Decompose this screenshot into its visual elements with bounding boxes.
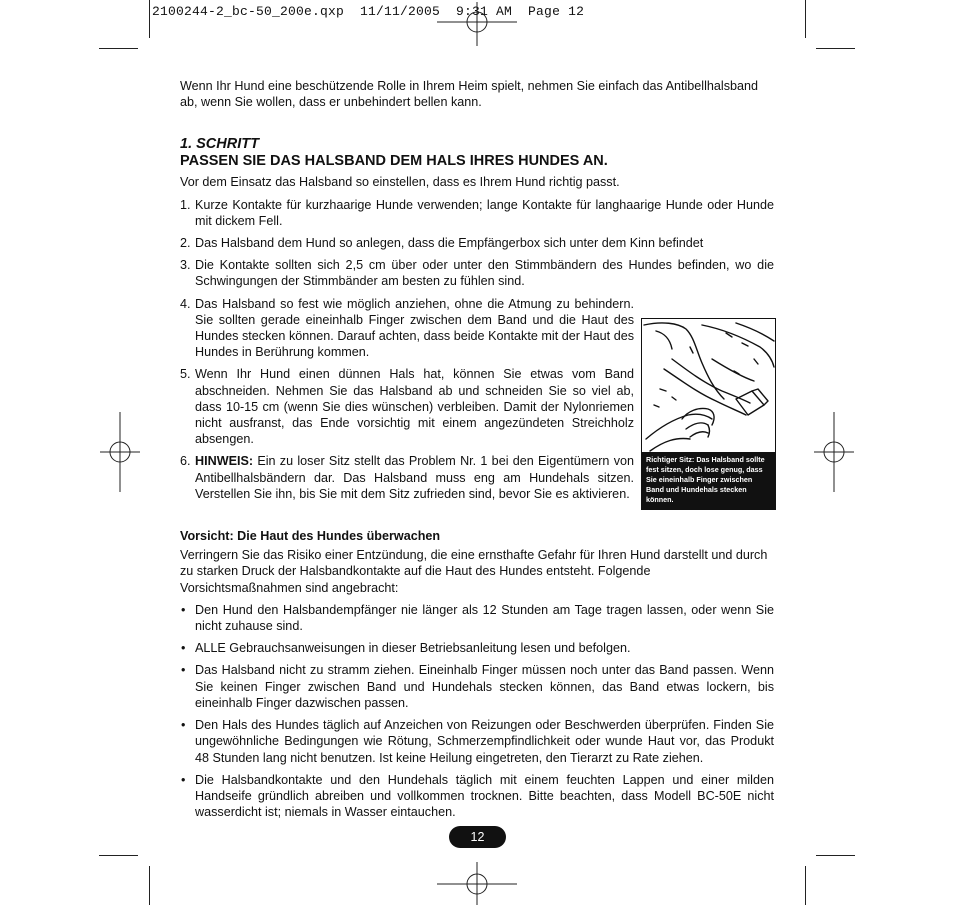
caution-item: [180, 602, 774, 634]
step-item-4: [180, 296, 634, 361]
bullet-icon: •: [181, 718, 186, 733]
registration-mark-right: [814, 412, 854, 492]
bullet-icon: •: [181, 641, 186, 656]
note-label: HINWEIS:: [195, 454, 254, 469]
step-item-2: [180, 235, 774, 251]
step-item-6: [180, 453, 634, 502]
step-item-number: 1.: [180, 197, 191, 212]
step-item-number: 4.: [180, 296, 191, 311]
step-lead: Vor dem Einsatz das Halsband so einstellen, dass es Ihrem Hund richtig passt.: [180, 175, 620, 190]
crop-mark-bottom-right-h: [816, 855, 855, 856]
caution-list: [180, 602, 774, 820]
step-item-text: Das Halsband so fest wie möglich anziehen, ohne die Atmung zu behindern. Sie sollten gerade eineinhalb Finger zwischen dem Band und die Haut des Hundes stecken können. Darauf achten, dass beide Kontakte mit der Haut des Hundes in Berührung kommen.: [195, 296, 634, 360]
crop-mark-top-right: [805, 0, 806, 38]
step-item-3: [180, 257, 774, 289]
print-slug: 2100244-2_bc-50_200e.qxp 11/11/2005 9:31 AM Page 12: [152, 4, 585, 19]
step-item-text: Ein zu loser Sitz stellt das Problem Nr. 1 bei den Eigentümern von Antibellhalsbändern dar. Das Halsband muss eng am Hundehals sitzen. Verstellen Sie ihn, bis Sie mit dem Sitz zufrieden sind, bevor Sie es aktivieren.: [195, 454, 634, 501]
caution-item: [180, 772, 774, 821]
caution-item-text: Die Halsbandkontakte und den Hundehals täglich mit einem feuchten Lappen und einer milden Handseife gründlich abreiben und vollkommen trocknen. Bitte beachten, dass Modell BC-50E nicht wasserdicht ist; niemals in Wasser eintauchen.: [195, 772, 774, 820]
step-item-text: Das Halsband dem Hund so anlegen, dass die Empfängerbox sich unter dem Kinn befindet: [195, 236, 704, 251]
caution-item-text: Den Hund den Halsbandempfänger nie länger als 12 Stunden am Tage tragen lassen, oder wenn Sie nicht zuhause sind.: [195, 602, 774, 634]
step-item-5: [180, 366, 634, 447]
bullet-icon: •: [181, 772, 186, 787]
caution-item-text: Den Hals des Hundes täglich auf Anzeichen von Reizungen oder Beschwerden überprüfen. Finden Sie ungewöhnliche Bedingungen wie Rötung, Schmerzempfindlichkeit oder wunde Haut vor, das Produkt 48 Stunden lang nicht benutzen. Ist keine Heilung eingetreten, den Tierarzt zu Rate ziehen.: [195, 718, 774, 765]
crop-mark-top-left-h: [99, 48, 138, 49]
caution-item-text: Das Halsband nicht zu stramm ziehen. Eineinhalb Finger müssen noch unter das Band passen. Wenn Sie keinen Finger zwischen Band und Hundehals stecken können, das Band etwas lockern, bis eineinhalb Finger dazwischen passen.: [195, 663, 774, 710]
step-item-text: Kurze Kontakte für kurzhaarige Hunde verwenden; lange Kontakte für langhaarige Hunde oder Hunde mit dickem Fell.: [195, 197, 774, 228]
step-item-number: 5.: [180, 367, 191, 382]
page-number: 12: [449, 826, 506, 848]
step-item-number: 3.: [180, 258, 191, 273]
crop-mark-bottom-left: [149, 866, 150, 905]
step-item-1: [180, 197, 774, 229]
step-label: 1. SCHRITT: [180, 136, 259, 153]
crop-mark-top-right-h: [816, 48, 855, 49]
step-title: PASSEN SIE DAS HALSBAND DEM HALS IHRES HUNDES AN.: [180, 153, 608, 170]
registration-mark-left: [100, 412, 140, 492]
bullet-icon: •: [181, 602, 186, 617]
caution-item-text: ALLE Gebrauchsanweisungen in dieser Betriebsanleitung lesen und befolgen.: [195, 641, 631, 656]
crop-mark-bottom-left-h: [99, 855, 138, 856]
registration-mark-top: [437, 2, 517, 46]
figure-caption: Richtiger Sitz: Das Halsband sollte fest sitzen, doch lose genug, dass Sie eineinhalb Finger zwischen Band und Hundehals stecken können.: [642, 452, 775, 509]
step-item-number: 2.: [180, 236, 191, 251]
step-item-text: Die Kontakte sollten sich 2,5 cm über oder unter den Stimmbändern des Hundes befinden, wo die Schwingungen der Stimmbänder am besten zu fühlen sind.: [195, 258, 774, 289]
caution-item: [180, 640, 774, 656]
step-item-text: Wenn Ihr Hund einen dünnen Hals hat, können Sie etwas vom Band abschneiden. Nehmen Sie das Halsband ab und schneiden Sie so viel ab, dass 10-15 cm (wenn Sie dies wünschen) verbleiben. Damit der Nylonriemen nicht ausfranst, das Ende vorsichtig mit einem angezündeten Streichholz absengen.: [195, 367, 634, 447]
caution-lead: Verringern Sie das Risiko einer Entzündung, die eine ernsthafte Gefahr für Ihren Hund darstellt und durch zu starken Druck der Halsbandkontakte auf die Haut des Hundes entsteht. Folgende Vorsichtsmaßnahmen sind angebracht:: [180, 548, 768, 595]
caution-title: Vorsicht: Die Haut des Hundes überwachen: [180, 529, 441, 544]
caution-item: [180, 717, 774, 766]
bullet-icon: •: [181, 663, 186, 678]
crop-mark-bottom-right: [805, 866, 806, 905]
collar-fit-figure: [641, 318, 776, 510]
crop-mark-top-left: [149, 0, 150, 38]
registration-mark-bottom: [437, 862, 517, 905]
intro-paragraph: Wenn Ihr Hund eine beschützende Rolle in Ihrem Heim spielt, nehmen Sie einfach das Antibellhalsband ab, wenn Sie wollen, dass er unbehindert bellen kann.: [180, 79, 759, 110]
step-item-number: 6.: [180, 454, 191, 469]
collar-fit-illustration: [642, 319, 775, 452]
caution-item: [180, 662, 774, 711]
